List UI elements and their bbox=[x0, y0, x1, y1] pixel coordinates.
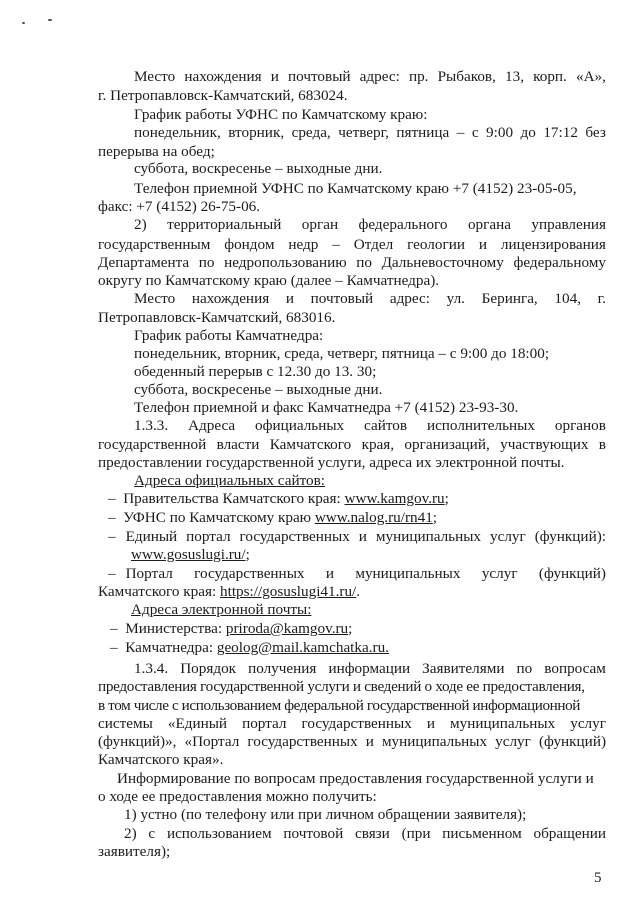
page-number: 5 bbox=[594, 870, 602, 886]
word: 2) bbox=[124, 825, 137, 842]
word: участвующих bbox=[500, 436, 589, 453]
word: корп. bbox=[533, 68, 567, 85]
word: по bbox=[516, 660, 533, 677]
word: Отдел bbox=[353, 236, 394, 253]
word: исполнительных bbox=[426, 417, 535, 434]
word: и bbox=[478, 236, 488, 253]
text-fragment: Камчатского края: bbox=[98, 583, 220, 600]
word: Беринга, bbox=[481, 290, 538, 307]
list-item bbox=[0, 565, 606, 583]
word: портал bbox=[242, 715, 287, 732]
word: Рыбаков, bbox=[437, 68, 496, 85]
word: Заявителями bbox=[422, 660, 505, 677]
word: федеральному bbox=[513, 254, 606, 271]
link-nalog[interactable]: www.nalog.ru/rn41 bbox=[314, 509, 433, 526]
word: и bbox=[325, 565, 334, 582]
word: услуг bbox=[489, 528, 526, 545]
word: фондом bbox=[224, 236, 275, 253]
punct: ; bbox=[245, 546, 250, 563]
list-item-label: Министерства: bbox=[125, 620, 226, 637]
word: Адреса bbox=[188, 417, 236, 434]
word: 9:00 bbox=[486, 124, 514, 141]
word: услуг bbox=[495, 733, 531, 750]
word: Единый bbox=[125, 528, 178, 545]
text-line: факс: +7 (4152) 26-75-06. bbox=[98, 198, 261, 215]
word: муниципальных bbox=[375, 528, 482, 545]
word: пр. bbox=[408, 68, 429, 85]
word: по bbox=[356, 254, 372, 271]
word: недропользованию bbox=[224, 254, 347, 271]
word: 13, bbox=[505, 68, 524, 85]
punct: ; bbox=[444, 490, 449, 507]
word: г. bbox=[597, 290, 606, 307]
word: государственным bbox=[98, 236, 211, 253]
word: и bbox=[426, 715, 435, 732]
word: сайтов bbox=[364, 417, 408, 434]
text-line: предоставления государственной услуги и сведений о ходе ее предоставления, bbox=[98, 678, 585, 695]
word: Департамента bbox=[98, 254, 190, 271]
text-line bbox=[0, 236, 606, 254]
text-line: обеденный перерыв с 12.30 до 13. 30; bbox=[134, 363, 377, 380]
list-item-label: Правительства Камчатского края: bbox=[123, 490, 345, 507]
list-item bbox=[108, 509, 437, 527]
word: портал bbox=[186, 528, 231, 545]
text-line bbox=[0, 660, 606, 678]
text-line: Телефон приемной и факс Камчатнедра +7 (4152) 23-93-30. bbox=[134, 399, 519, 416]
word: организаций, bbox=[404, 436, 490, 453]
link-kamgov[interactable]: www.kamgov.ru bbox=[344, 490, 445, 507]
dash-bullet: – bbox=[110, 639, 118, 656]
word: без bbox=[585, 124, 606, 141]
word: нахождения bbox=[184, 68, 262, 85]
word: «Единый bbox=[167, 715, 228, 732]
word: управления bbox=[531, 216, 606, 233]
word: Дальневосточному bbox=[381, 254, 504, 271]
word: 1.3.3. bbox=[134, 417, 169, 434]
word: (функций): bbox=[534, 528, 606, 545]
word: информации bbox=[328, 660, 411, 677]
word: и bbox=[358, 528, 367, 545]
list-item bbox=[108, 490, 449, 508]
word: официальных bbox=[255, 417, 345, 434]
text-line: Информирование по вопросам предоставления государственной услуги и bbox=[117, 770, 594, 787]
word: Порядок bbox=[180, 660, 237, 677]
text-line bbox=[0, 216, 606, 234]
text-line bbox=[0, 254, 606, 272]
dash-bullet: – bbox=[108, 565, 116, 582]
email-geolog[interactable]: geolog@mail.kamchatka.ru. bbox=[216, 639, 389, 656]
text-line: 1) устно (по телефону или при личном обращении заявителя); bbox=[124, 806, 527, 823]
word: нахождения bbox=[191, 290, 270, 307]
word: пятница bbox=[396, 124, 450, 141]
word: государственных bbox=[239, 528, 350, 545]
word: среда, bbox=[291, 124, 331, 141]
text-line: График работы Камчатнедра: bbox=[134, 327, 324, 344]
dash-bullet: – bbox=[108, 509, 116, 526]
word: услуг bbox=[481, 565, 518, 582]
text-line bbox=[0, 733, 606, 751]
word: понедельник, bbox=[134, 124, 221, 141]
list-item-label: УФНС по Камчатскому краю bbox=[123, 509, 315, 526]
text-line: г. Петропавловск-Камчатский, 683024. bbox=[98, 87, 348, 104]
word: органов bbox=[554, 417, 606, 434]
list-item bbox=[110, 639, 389, 657]
section-heading-emails: Адреса электронной почты: bbox=[131, 601, 312, 618]
word: использованием bbox=[166, 825, 272, 842]
word: органа bbox=[467, 216, 511, 233]
text-line bbox=[0, 436, 606, 454]
dash-bullet: – bbox=[110, 620, 118, 637]
word: и bbox=[285, 290, 294, 307]
word: – bbox=[332, 236, 340, 253]
text-line bbox=[0, 825, 606, 843]
text-line: понедельник, вторник, среда, четверг, пятница – с 9:00 до 18:00; bbox=[134, 345, 550, 362]
word: «Портал bbox=[184, 733, 240, 750]
word: геологии bbox=[407, 236, 465, 253]
text-line: о ходе ее предоставления можно получить: bbox=[98, 788, 377, 805]
word: письменном bbox=[442, 825, 522, 842]
scan-speck bbox=[48, 19, 52, 21]
punct: ; bbox=[432, 509, 438, 526]
word: системы bbox=[98, 715, 153, 732]
word: услуг bbox=[570, 715, 606, 732]
word: с bbox=[148, 825, 156, 842]
word: вторник, bbox=[228, 124, 285, 141]
text-line: Петропавловск-Камчатский, 683016. bbox=[98, 309, 336, 326]
word: Камчатского bbox=[269, 436, 352, 453]
word: адрес: bbox=[359, 68, 400, 85]
email-priroda[interactable]: priroda@kamgov.ru bbox=[225, 620, 349, 637]
text-line bbox=[98, 583, 360, 601]
word: лицензирования bbox=[500, 236, 606, 253]
word: почтовой bbox=[283, 825, 344, 842]
link-gosuslugi41[interactable]: https://gosuslugi41.ru/ bbox=[220, 583, 357, 600]
word: (функций)», bbox=[98, 733, 177, 750]
list-item bbox=[0, 528, 606, 546]
word: муниципальных bbox=[450, 715, 556, 732]
word: государственных bbox=[301, 715, 412, 732]
text-line bbox=[131, 546, 250, 564]
word: адрес: bbox=[389, 290, 430, 307]
word: власти bbox=[216, 436, 260, 453]
word: (функций) bbox=[538, 565, 606, 582]
word: государственных bbox=[194, 565, 305, 582]
word: обращении bbox=[533, 825, 606, 842]
punct: ; bbox=[348, 620, 353, 637]
word: ул. bbox=[446, 290, 465, 307]
scan-speck bbox=[22, 22, 25, 24]
list-item bbox=[110, 620, 352, 638]
text-line: в том числе с использованием федеральной государственной информационной bbox=[98, 697, 581, 714]
word: 1.3.4. bbox=[134, 660, 169, 677]
word: Портал bbox=[125, 565, 173, 582]
word: почтовый bbox=[288, 68, 351, 85]
text-line: Камчатского края». bbox=[98, 751, 224, 768]
word: – bbox=[456, 124, 465, 141]
word: Место bbox=[134, 68, 176, 85]
word: территориальный bbox=[167, 216, 282, 233]
word: (функций) bbox=[538, 733, 606, 750]
punct: . bbox=[356, 583, 361, 600]
text-line: перерыва на обед; bbox=[98, 143, 215, 160]
word: (при bbox=[401, 825, 431, 842]
text-line: округу по Камчатскому краю (далее – Камчатнедра). bbox=[98, 272, 440, 289]
text-line bbox=[0, 290, 606, 308]
section-heading-websites: Адреса официальных сайтов: bbox=[134, 472, 326, 489]
text-line bbox=[0, 715, 606, 733]
text-line: Телефон приемной УФНС по Камчатскому краю +7 (4152) 23-05-05, bbox=[134, 180, 577, 197]
word: с bbox=[471, 124, 479, 141]
word: и bbox=[365, 733, 374, 750]
word: недр bbox=[288, 236, 319, 253]
word: почтовый bbox=[310, 290, 374, 307]
link-gosuslugi[interactable]: www.gosuslugi.ru/ bbox=[131, 546, 246, 563]
word: 17:12 bbox=[543, 124, 578, 141]
text-line bbox=[0, 417, 606, 435]
word: до bbox=[520, 124, 536, 141]
word: 104, bbox=[554, 290, 581, 307]
word: государственной bbox=[98, 436, 207, 453]
list-item-label: Камчатнедра: bbox=[125, 639, 217, 656]
word: четверг, bbox=[338, 124, 389, 141]
word: вопросам bbox=[544, 660, 606, 677]
word: федерального bbox=[358, 216, 448, 233]
word: государственных bbox=[247, 733, 358, 750]
word: муниципальных bbox=[355, 565, 461, 582]
text-line: предоставлении государственной услуги, адреса их электронной почты. bbox=[98, 454, 565, 471]
text-line: График работы УФНС по Камчатскому краю: bbox=[134, 106, 428, 123]
word: орган bbox=[301, 216, 339, 233]
word: 2) bbox=[134, 216, 147, 233]
word: по bbox=[198, 254, 215, 271]
text-line: суббота, воскресенье – выходные дни. bbox=[134, 160, 383, 177]
dash-bullet: – bbox=[108, 528, 116, 545]
text-line: заявителя); bbox=[98, 843, 171, 860]
word: получения bbox=[248, 660, 317, 677]
word: в bbox=[598, 436, 606, 453]
word: связи bbox=[354, 825, 390, 842]
dash-bullet: – bbox=[108, 490, 116, 507]
text-line bbox=[0, 68, 606, 86]
word: муниципальных bbox=[381, 733, 488, 750]
word: Место bbox=[134, 290, 176, 307]
word: и bbox=[270, 68, 279, 85]
word: «А», bbox=[575, 68, 606, 85]
text-line bbox=[0, 124, 606, 142]
text-line: суббота, воскресенье – выходные дни. bbox=[134, 381, 383, 398]
word: края, bbox=[361, 436, 395, 453]
